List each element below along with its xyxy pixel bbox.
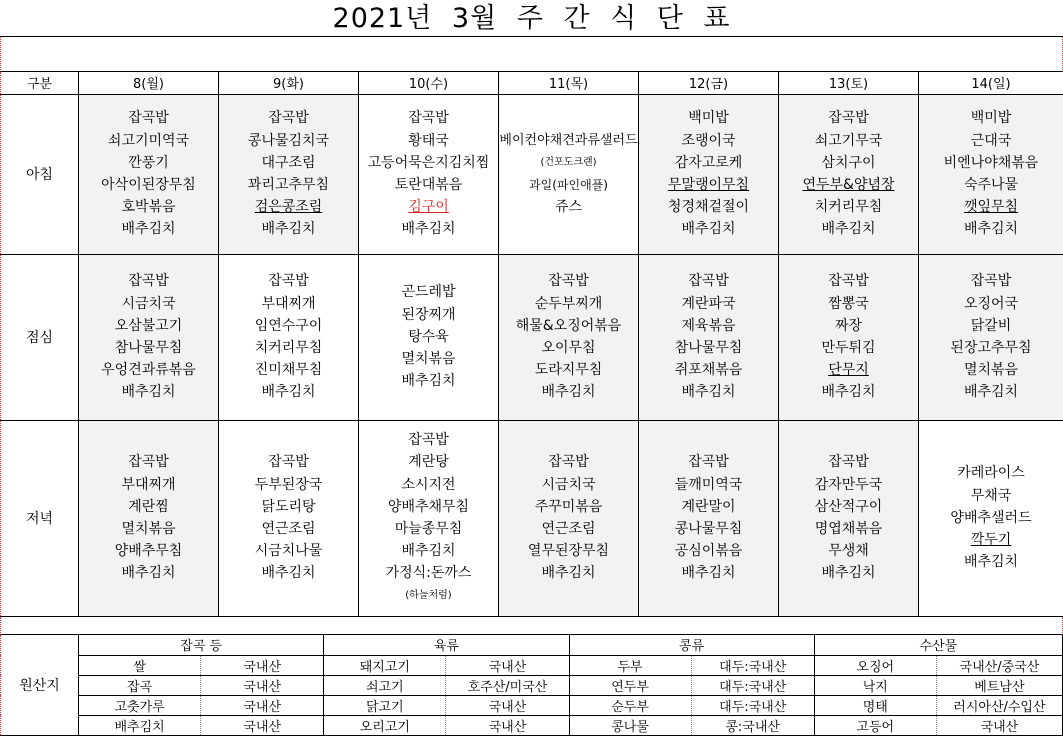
menu-item: 잡곡밥 (408, 432, 449, 449)
menu-cell (779, 254, 919, 420)
meal-row-dinner (1, 420, 1063, 616)
menu-item: 잡곡밥 (828, 454, 869, 471)
menu-item: 근대국 (970, 132, 1012, 149)
origin-row (1, 715, 1063, 735)
menu-item: 잡곡밥 (970, 273, 1012, 290)
origin-item: 오리고기 (324, 715, 446, 735)
menu-item: 김구이 (408, 199, 449, 216)
menu-item: 참나물무침 (674, 340, 743, 356)
menu-item: 양배추채무침 (387, 498, 470, 515)
menu-item: 계란탕 (408, 454, 449, 471)
menu-item: 청경채겉절이 (667, 199, 750, 216)
menu-cell (499, 420, 639, 616)
menu-item: 쇠고기무국 (814, 132, 883, 149)
origin-group-row (1, 635, 1063, 655)
menu-cell (639, 420, 779, 616)
origin-group-header: 콩류 (569, 635, 814, 655)
menu-item: 깍두기 (970, 532, 1012, 549)
menu-item: 된장고추무침 (950, 340, 1032, 356)
origin-row (1, 675, 1063, 695)
origin-row (1, 695, 1063, 715)
menu-cell (639, 254, 779, 420)
meal-row-breakfast (1, 94, 1063, 254)
menu-cell (779, 420, 919, 616)
menu-item: 곤드레밥 (401, 284, 456, 301)
menu-cell (919, 420, 1063, 616)
menu-item: 쥐포채볶음 (674, 362, 743, 379)
menu-item: 배추김치 (261, 384, 316, 401)
menu-item: 무채국 (970, 487, 1012, 504)
menu-cell (919, 94, 1063, 254)
menu-item: 열무된장무침 (527, 543, 610, 560)
menu-cell (79, 254, 219, 420)
menu-item: 멸치볶음 (963, 362, 1019, 379)
menu-cell (499, 94, 639, 254)
blank-spacer-row (0, 37, 1063, 72)
origin-item: 오징어 (814, 655, 936, 675)
origin-group-header: 육류 (324, 635, 569, 655)
menu-cell (779, 94, 919, 254)
menu-cell (639, 94, 779, 254)
menu-item: 꽈리고추무침 (247, 177, 330, 193)
menu-item: 오삼불고기 (114, 317, 183, 334)
origin-country: 국내산 (201, 715, 324, 735)
day-header: 8(월) (79, 72, 219, 94)
origin-row (1, 655, 1063, 675)
menu-item: 공심이볶음 (674, 543, 743, 560)
menu-item: 부대찌개 (121, 476, 176, 493)
menu-item: 잡곡밥 (128, 110, 169, 127)
menu-item: 배추김치 (121, 565, 176, 582)
menu-item: 비엔나야채볶음 (943, 154, 1039, 171)
menu-item: 닭도리탕 (261, 498, 316, 515)
meal-row-lunch (1, 254, 1063, 420)
menu-item: 명엽채볶음 (814, 521, 883, 537)
header-label: 구분 (1, 72, 79, 94)
origin-country: 대두:국내산 (691, 675, 814, 695)
origin-item: 두부 (569, 655, 691, 675)
menu-item: 도라지무침 (534, 362, 603, 379)
menu-item: 멸치볶음 (401, 351, 456, 368)
menu-item: 시금치나물 (254, 543, 323, 560)
menu-item: 아삭이된장무침 (101, 177, 196, 193)
menu-item: 검은콩조림 (254, 199, 323, 216)
origin-item: 낙지 (814, 675, 936, 695)
menu-item: 양배추무침 (114, 543, 183, 560)
menu-item: 백미밥 (688, 110, 729, 127)
menu-item: (건포도크랜) (540, 156, 597, 168)
menu-item: 진미채무침 (254, 362, 323, 379)
origin-item: 배추김치 (79, 715, 201, 735)
menu-item: 콩나물무침 (674, 521, 743, 537)
menu-item: 배추김치 (681, 221, 736, 238)
meal-label: 아침 (1, 94, 79, 254)
menu-item: 콩나물김치국 (247, 132, 330, 149)
origin-group-header: 수산물 (814, 635, 1062, 655)
origin-item: 순두부 (569, 695, 691, 715)
menu-item: 만두튀김 (821, 340, 876, 356)
menu-item: 멸치볶음 (121, 521, 176, 537)
menu-item: 연근조림 (541, 521, 596, 537)
origin-item: 연두부 (569, 675, 691, 695)
origin-item: 잡곡 (79, 675, 201, 695)
menu-item: 배추김치 (261, 565, 316, 582)
menu-item: 황태국 (408, 132, 449, 149)
day-header: 10(수) (359, 72, 499, 94)
origin-country: 국내산/중국산 (936, 655, 1062, 675)
menu-cell (79, 94, 219, 254)
origin-item: 명태 (814, 695, 936, 715)
menu-item: 배추김치 (401, 373, 456, 390)
menu-item: 숙주나물 (963, 177, 1019, 193)
menu-item: 감자고로케 (674, 154, 743, 171)
menu-item: 잡곡밥 (688, 454, 729, 471)
menu-item: 깻잎무침 (963, 199, 1019, 216)
menu-item: 두부된장국 (254, 476, 323, 493)
menu-item: 주꾸미볶음 (534, 498, 603, 515)
gap-row (0, 617, 1063, 635)
menu-item: 쇠고기미역국 (107, 132, 190, 149)
menu-item: (하늘처럼) (405, 589, 452, 601)
menu-item: 시금치국 (121, 295, 176, 312)
menu-item: 치커리무침 (814, 199, 883, 216)
menu-item: 잡곡밥 (408, 110, 449, 127)
menu-item: 계란파국 (681, 295, 736, 312)
menu-item: 삼치구이 (821, 154, 876, 171)
menu-item: 배추김치 (121, 221, 176, 238)
menu-item: 잡곡밥 (268, 273, 309, 290)
menu-item: 임연수구이 (254, 317, 323, 334)
page-title: 2021년 3월 주 간 식 단 표 (0, 0, 1063, 37)
menu-item: 부대찌개 (261, 295, 316, 312)
menu-item: 제육볶음 (681, 317, 736, 334)
origin-item: 돼지고기 (324, 655, 446, 675)
menu-item: 호박볶음 (121, 199, 176, 216)
origin-item: 콩나물 (569, 715, 691, 735)
menu-item: 배추김치 (541, 565, 596, 582)
menu-item: 탕수육 (408, 328, 449, 345)
origin-item: 닭고기 (324, 695, 446, 715)
day-header: 9(화) (219, 72, 359, 94)
menu-item: 오징어국 (963, 295, 1019, 312)
origin-table (0, 635, 1063, 736)
origin-country: 러시아산/수입산 (936, 695, 1062, 715)
menu-cell (359, 94, 499, 254)
day-header: 14(일) (919, 72, 1063, 94)
origin-country: 국내산 (446, 695, 569, 715)
menu-item: 닭갈비 (970, 317, 1012, 334)
menu-item: 연근조림 (261, 521, 316, 537)
menu-item: 배추김치 (121, 384, 176, 401)
menu-item: 베이컨야채견과류샐러드 (499, 132, 638, 148)
menu-item: 카레라이스 (957, 465, 1025, 482)
origin-country: 국내산 (446, 655, 569, 675)
menu-item: 짬뽕국 (828, 295, 869, 312)
origin-item: 고등어 (814, 715, 936, 735)
origin-country: 콩:국내산 (691, 715, 814, 735)
menu-item: 단무지 (828, 362, 869, 379)
menu-item: 삼산적구이 (814, 498, 883, 515)
menu-item: 치커리무침 (254, 340, 323, 356)
menu-item: 토란대볶음 (394, 177, 463, 193)
day-header: 13(토) (779, 72, 919, 94)
menu-item: 연두부&양념장 (802, 177, 895, 193)
menu-item: 배추김치 (401, 543, 456, 560)
menu-cell (219, 254, 359, 420)
menu-item: 짜장 (834, 317, 863, 334)
menu-item: 잡곡밥 (268, 110, 309, 127)
origin-item: 쌀 (79, 655, 201, 675)
menu-item: 가정식:돈까스 (385, 565, 472, 582)
origin-label: 원산지 (1, 635, 79, 735)
menu-item: 된장찌개 (401, 306, 456, 323)
menu-cell (359, 420, 499, 616)
menu-item: 깐풍기 (128, 154, 169, 171)
menu-item: 배추김치 (821, 565, 876, 582)
menu-item: 잡곡밥 (828, 273, 869, 290)
menu-cell (219, 420, 359, 616)
menu-item: 양배추샐러드 (950, 509, 1032, 526)
menu-item: 배추김치 (401, 221, 456, 238)
menu-item: 배추김치 (963, 384, 1019, 401)
menu-item: 배추김치 (963, 221, 1019, 238)
menu-item: 소시지전 (401, 476, 456, 493)
menu-item: 잡곡밥 (828, 110, 869, 127)
menu-item: 잡곡밥 (688, 273, 729, 290)
menu-item: 잡곡밥 (128, 454, 169, 471)
meal-label: 점심 (1, 254, 79, 420)
menu-item: 무생채 (828, 543, 869, 560)
menu-item: 과일(파인애플) (529, 178, 608, 192)
menu-item: 해물&오징어볶음 (515, 317, 622, 334)
menu-item: 마늘종무침 (394, 521, 463, 537)
origin-country: 대두:국내산 (691, 695, 814, 715)
menu-item: 감자만두국 (814, 476, 883, 493)
menu-item: 조랭이국 (681, 132, 736, 149)
origin-item: 고춧가루 (79, 695, 201, 715)
menu-item: 계란말이 (681, 498, 736, 515)
menu-item: 잡곡밥 (548, 454, 589, 471)
origin-country: 국내산 (201, 695, 324, 715)
menu-item: 잡곡밥 (548, 273, 589, 290)
menu-item: 무말랭이무침 (667, 177, 750, 193)
origin-country: 국내산 (446, 715, 569, 735)
menu-cell (499, 254, 639, 420)
menu-item: 배추김치 (821, 384, 876, 401)
menu-item: 대구조림 (261, 154, 316, 171)
menu-item: 배추김치 (261, 221, 316, 238)
menu-item: 쥬스 (554, 199, 583, 216)
menu-item: 잡곡밥 (128, 273, 169, 290)
day-header: 11(목) (499, 72, 639, 94)
origin-item: 쇠고기 (324, 675, 446, 695)
weekly-menu-table (0, 72, 1063, 617)
menu-item: 계란찜 (128, 498, 169, 515)
menu-cell (79, 420, 219, 616)
menu-item: 배추김치 (541, 384, 596, 401)
menu-item: 배추김치 (681, 384, 736, 401)
origin-country: 대두:국내산 (691, 655, 814, 675)
menu-item: 백미밥 (970, 110, 1012, 127)
menu-cell (359, 254, 499, 420)
menu-item: 순두부찌개 (534, 295, 603, 312)
origin-country: 국내산 (936, 715, 1062, 735)
menu-item: 참나물무침 (114, 340, 183, 356)
origin-country: 국내산 (201, 655, 324, 675)
menu-item: 배추김치 (963, 554, 1019, 571)
meal-label: 저녁 (1, 420, 79, 616)
origin-group-header: 잡곡 등 (79, 635, 324, 655)
menu-item: 잡곡밥 (268, 454, 309, 471)
origin-country: 국내산 (201, 675, 324, 695)
menu-item: 시금치국 (541, 476, 596, 493)
menu-item: 들깨미역국 (674, 476, 743, 493)
menu-item: 우엉견과류볶음 (101, 362, 196, 379)
origin-country: 베트남산 (936, 675, 1062, 695)
menu-item: 고등어묵은지김치찜 (367, 154, 490, 171)
header-row (1, 72, 1063, 94)
menu-item: 배추김치 (681, 565, 736, 582)
menu-item: 배추김치 (821, 221, 876, 238)
menu-cell (219, 94, 359, 254)
menu-item: 오이무침 (541, 340, 596, 356)
day-header: 12(금) (639, 72, 779, 94)
menu-cell (919, 254, 1063, 420)
origin-country: 호주산/미국산 (446, 675, 569, 695)
